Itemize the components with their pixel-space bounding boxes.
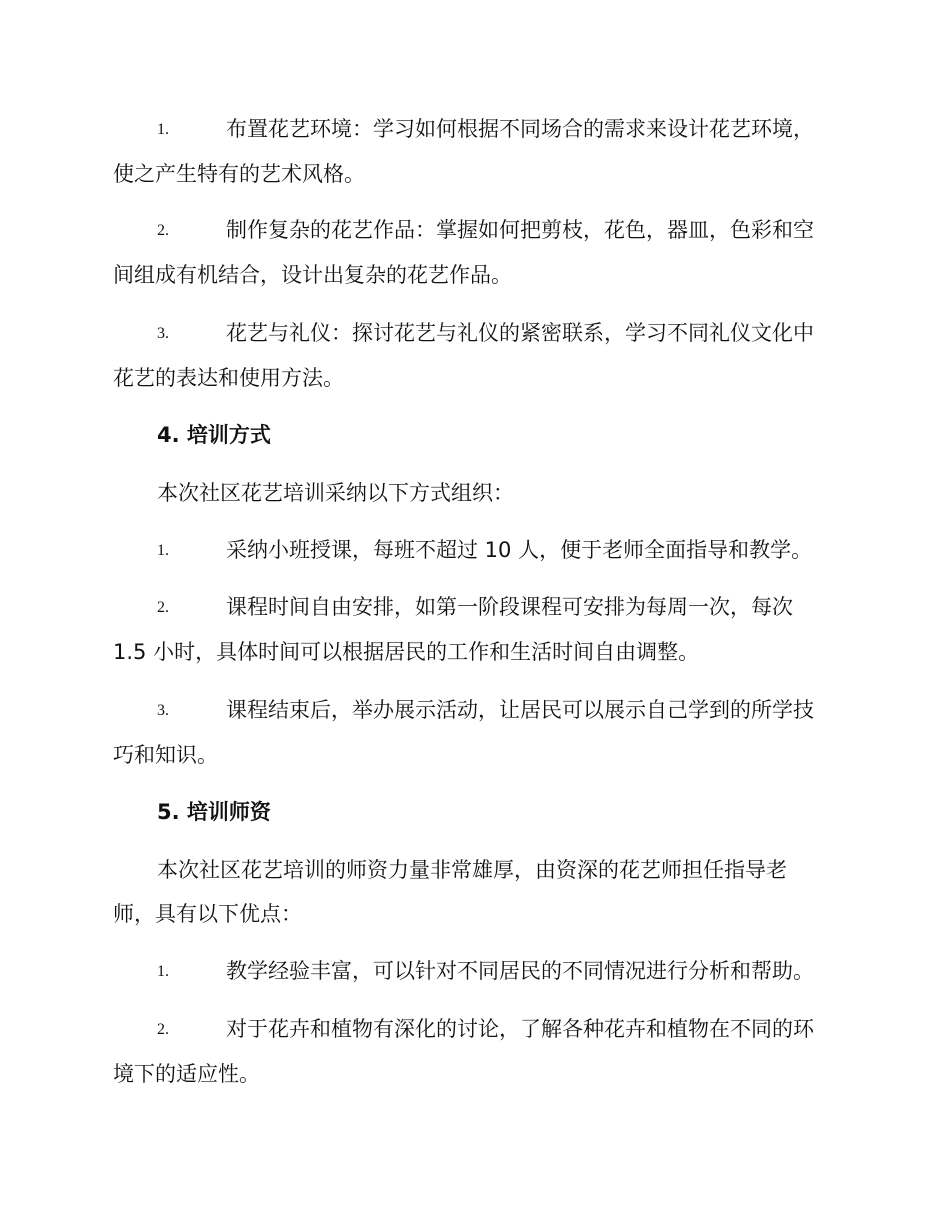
list-number: 1. [157,121,169,138]
list-item-text: 制作复杂的花艺作品：掌握如何把剪枝，花色，器皿，色彩和空 [226,218,814,242]
list-item-text: 教学经验丰富，可以针对不同居民的不同情况进行分析和帮助。 [226,959,814,983]
list-number: 2. [157,222,169,239]
section-intro-continued: 师，具有以下优点： [113,902,302,926]
list-item-text-continued: 1.5 小时，具体时间可以根据居民的工作和生活时间自由调整。 [113,640,700,664]
section-heading: 5. 培训师资 [157,800,271,824]
list-number: 3. [157,325,169,342]
list-item-text: 采纳小班授课，每班不超过 10 人，便于老师全面指导和教学。 [226,538,813,562]
list-item-text: 花艺与礼仪：探讨花艺与礼仪的紧密联系，学习不同礼仪文化中 [226,321,814,345]
list-item-text-continued: 使之产生特有的艺术风格。 [113,162,365,186]
list-number: 2. [157,599,169,616]
list-item-text-continued: 间组成有机结合，设计出复杂的花艺作品。 [113,263,512,287]
list-item-text: 课程结束后，举办展示活动，让居民可以展示自己学到的所学技 [226,698,814,722]
list-item-text: 对于花卉和植物有深化的讨论，了解各种花卉和植物在不同的环 [226,1017,814,1041]
list-item-text-continued: 花艺的表达和使用方法。 [113,366,344,390]
list-number: 3. [157,702,169,719]
list-item-text: 布置花艺环境：学习如何根据不同场合的需求来设计花艺环境， [226,117,814,141]
section-intro: 本次社区花艺培训采纳以下方式组织： [157,481,514,505]
section-intro: 本次社区花艺培训的师资力量非常雄厚，由资深的花艺师担任指导老 [157,858,787,882]
list-number: 2. [157,1021,169,1038]
section-heading: 4. 培训方式 [157,423,271,447]
list-number: 1. [157,963,169,980]
list-item-text: 课程时间自由安排，如第一阶段课程可安排为每周一次，每次 [226,595,793,619]
list-number: 1. [157,542,169,559]
list-item-text-continued: 境下的适应性。 [113,1062,260,1086]
list-item-text-continued: 巧和知识。 [113,743,218,767]
